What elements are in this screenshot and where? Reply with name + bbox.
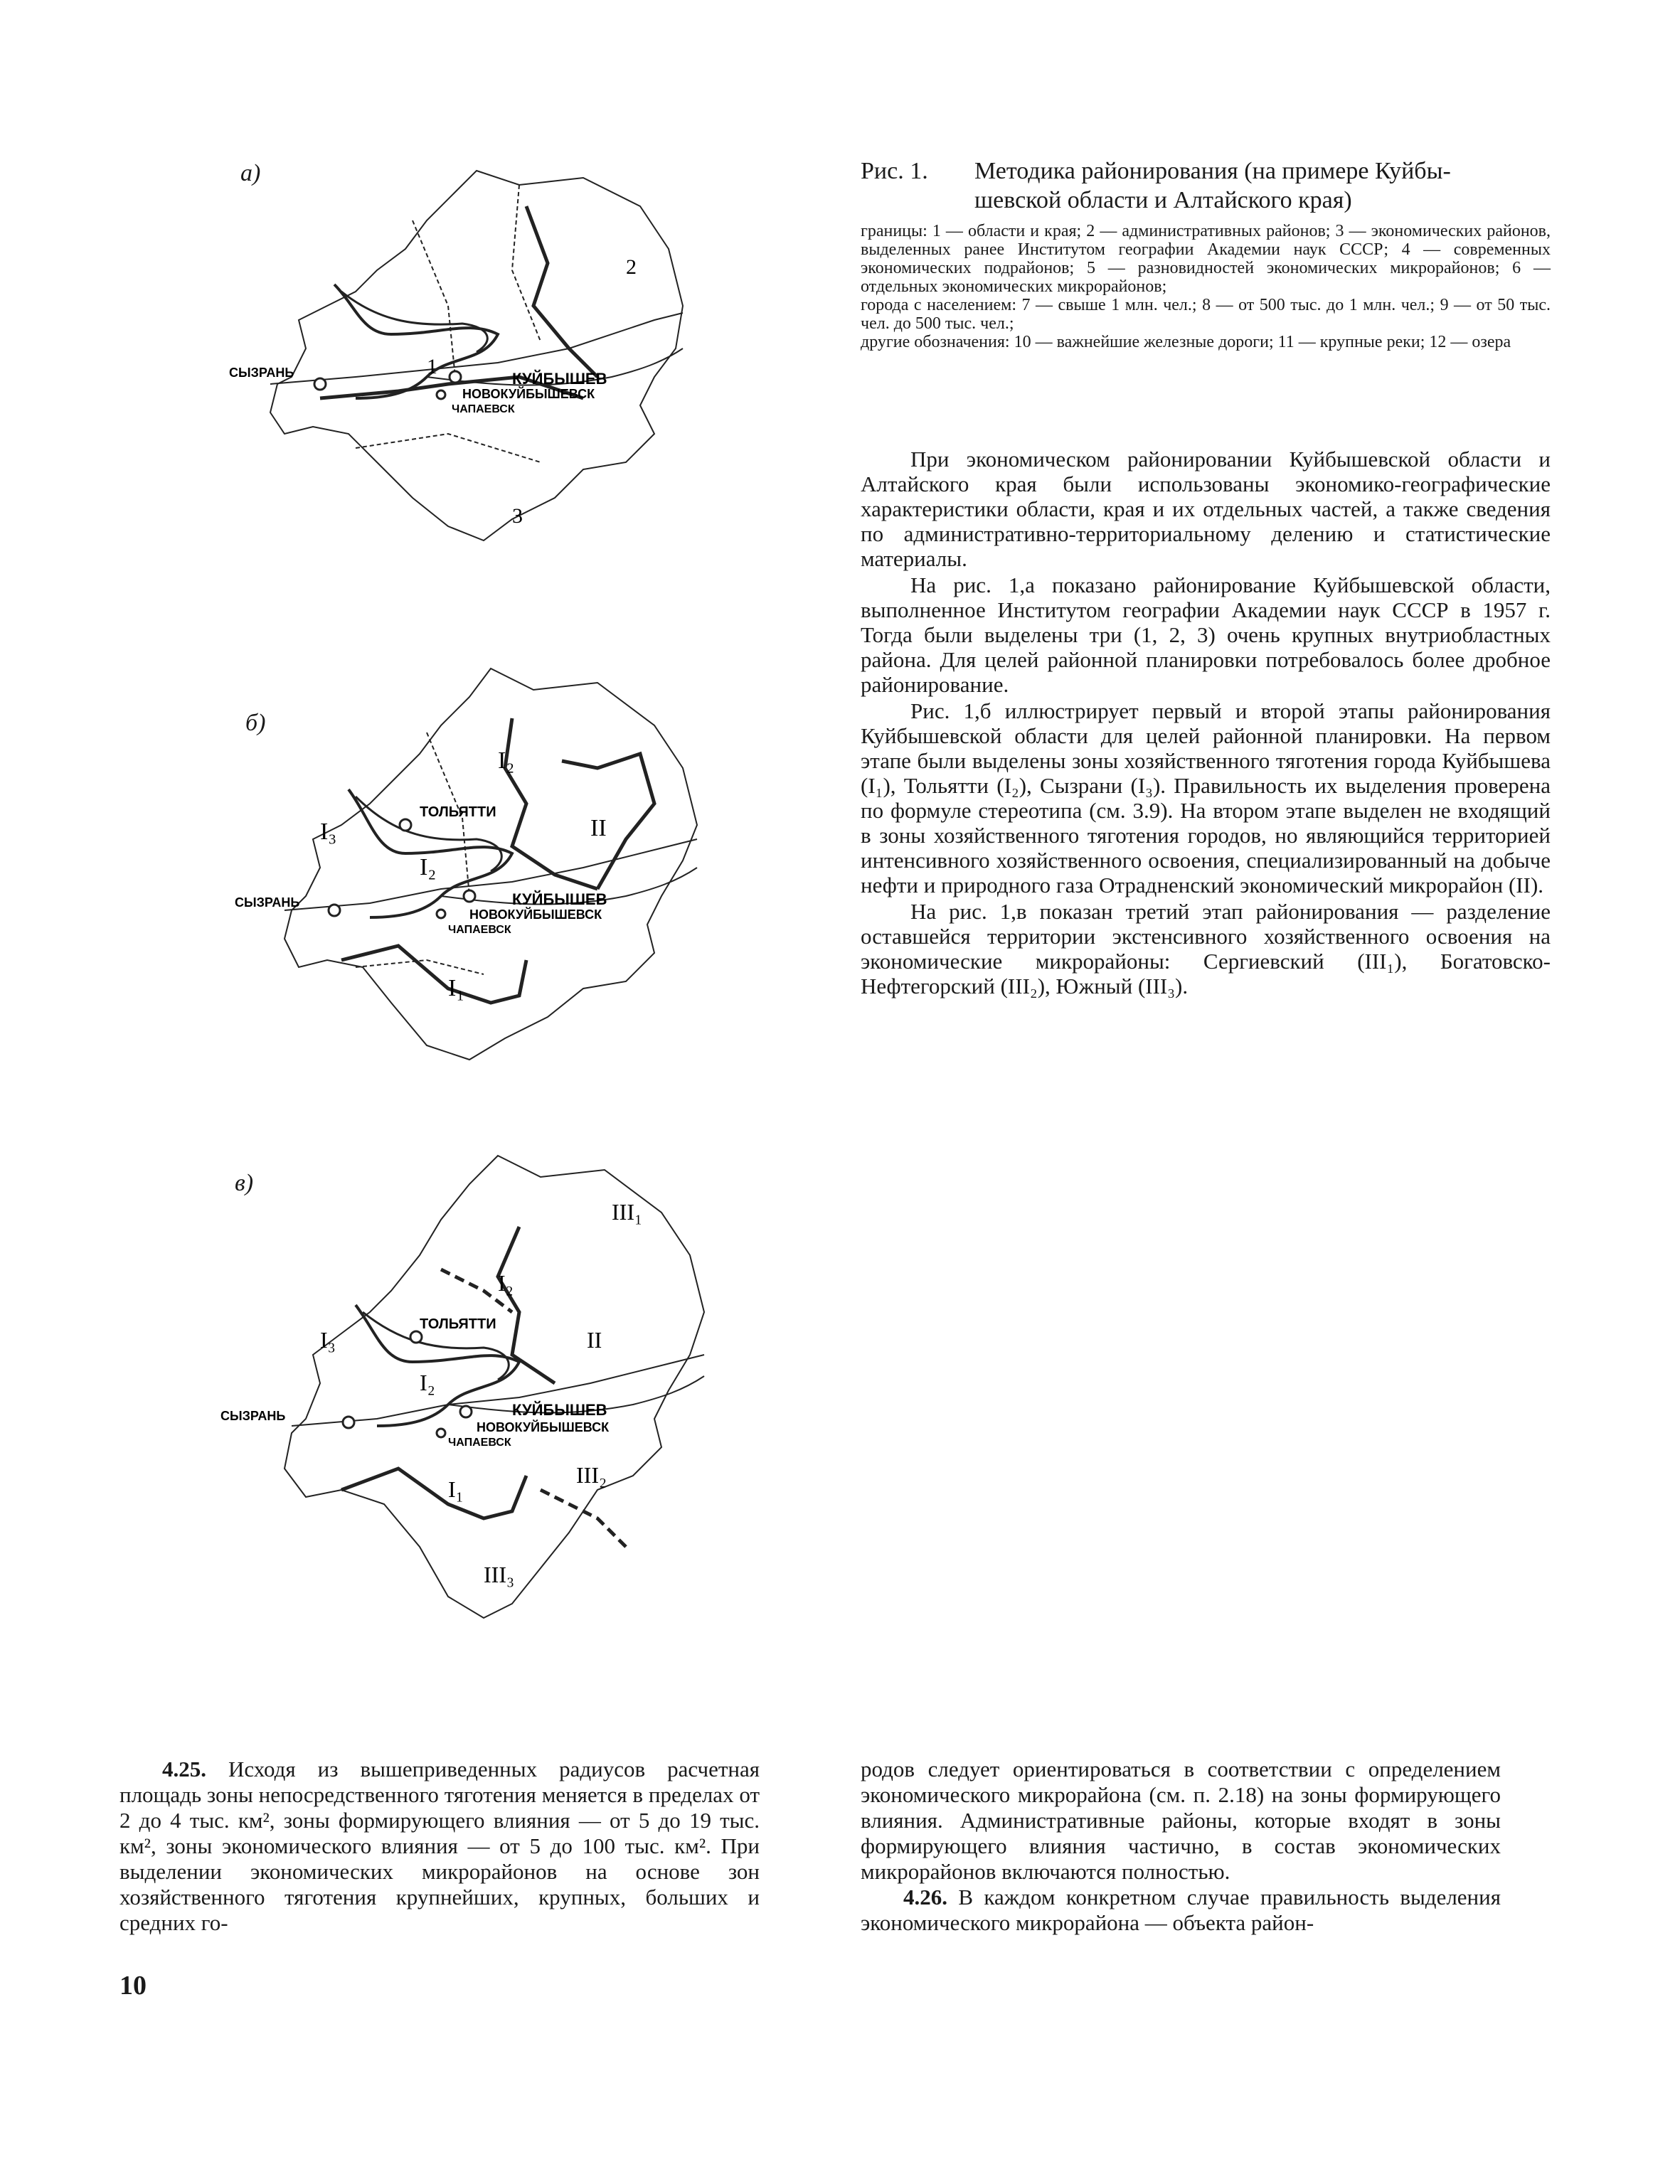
paragraph-4-26 — [861, 1885, 1501, 1936]
zone-label: 3 — [512, 504, 523, 528]
zone-label: II — [587, 1327, 602, 1353]
railway — [270, 313, 683, 384]
legend-other: другие обозначения: 10 — важнейшие железные дороги; 11 — крупные реки; 12 — озера — [861, 333, 1511, 351]
economic-region-border — [526, 206, 597, 377]
map-c — [213, 1149, 754, 1632]
legend-borders: границы: 1 — области и края; 2 — административных районов; 3 — экономических районов, выделенных ранее Институтом географии Академии наук СССР; 4 — современных экономических подрайонов; 5 — разновидностей экономических микрорайонов; 6 — отдельных экономических микрорайонов; — [861, 222, 1551, 296]
railway — [285, 839, 697, 910]
city-label: ТОЛЬЯТТИ — [420, 804, 496, 820]
paragraph-continuation: родов следует ориентироваться в соответствии с определением экономического микрорайона (см. п. 2.18) на зоны формирующего влияния. Административные районы, которые входят в зоны формирующего влияния частично, в состав экономических микрорайонов включаются полностью. — [861, 1757, 1501, 1884]
section-number: 4.26. — [903, 1885, 947, 1909]
zone-label: III₃ — [484, 1562, 515, 1587]
bottom-right-column — [861, 1757, 1501, 1936]
map-a-label: а) — [240, 160, 261, 186]
map-c-label: в) — [235, 1170, 254, 1196]
caption-legend — [861, 222, 1551, 351]
paragraph: Рис. 1,б иллюстрирует первый и второй этапы районирования Куйбышевской области для целей районной планировки. На первом этапе были выделены зоны хозяйственного тяготения города Куйбышева (I₁), Тольятти (I₂), Сызрани (I₃). Правильность их выделения проверена по формуле стереотипа (см. 3.9). На втором этапе выделен не входящий в зоны хозяйственного тяготения городов, но являющийся территорией интенсивного хозяйственного освоения, специализированный на добыче нефти и природного газа Отрадненский экономический микрорайон (II). — [861, 698, 1551, 897]
city-label: ЧАПАЕВСК — [448, 924, 511, 936]
zone-label: III₂ — [576, 1462, 607, 1488]
zone-label: I₃ — [320, 819, 337, 845]
paragraph-text: Исходя из вышеприведенных радиусов расчетная площадь зоны непосредственного тяготения меняется в пределах от 2 до 4 тыс. км², зоны формирующего влияния — от 5 до 19 тыс. км², зоны экономического влияния — от 5 до 100 тыс. км². При выделении экономических микрорайонов на основе зон хозяйственного тяготения крупнейших, крупных, больших и средних го- — [119, 1757, 760, 1935]
zone-border — [541, 1490, 626, 1547]
city-label: НОВОКУЙБЫШЕВСК — [469, 907, 602, 922]
zone-label: I₁ — [448, 975, 465, 1001]
city-label: СЫЗРАНЬ — [220, 1409, 286, 1423]
zone-label: III₁ — [612, 1199, 643, 1225]
figure-caption — [861, 156, 1551, 351]
map-a — [213, 164, 711, 562]
caption-title — [861, 156, 1551, 215]
city-marker — [450, 371, 461, 383]
legend-cities: города с населением: 7 — свыше 1 млн. чел.; 8 — от 500 тыс. до 1 млн. чел.; 9 — от 50 тыс. чел. до 500 тыс. чел.; — [861, 296, 1551, 333]
city-label: НОВОКУЙБЫШЕВСК — [477, 1420, 610, 1434]
city-label: ЧАПАЕВСК — [448, 1437, 511, 1449]
zone-label: I₂ — [420, 854, 437, 880]
city-marker — [343, 1417, 354, 1428]
region-border — [270, 171, 683, 540]
zone-label: 1 — [427, 355, 437, 378]
city-label: СЫЗРАНЬ — [229, 366, 294, 380]
city-label: КУЙБЫШЕВ — [512, 370, 607, 388]
district-boundary — [356, 434, 541, 462]
city-marker — [410, 1331, 422, 1343]
district-boundary — [413, 220, 455, 377]
zone-label: I₂ — [420, 1370, 435, 1395]
map-b-label: б) — [245, 710, 266, 736]
caption-title-line2: шевской области и Алтайского края) — [974, 187, 1352, 213]
city-marker — [437, 1429, 445, 1437]
city-marker — [464, 890, 475, 902]
figure-number: Рис. 1. — [861, 158, 928, 184]
paragraph: При экономическом районировании Куйбышевской области и Алтайского края были использованы экономико-географические характеристики области, края и их отдельных частей, а также сведения по административно-территориальному делению и статистические материалы. — [861, 447, 1551, 571]
paragraph: На рис. 1,а показано районирование Куйбышевской области, выполненное Институтом географии Академии наук СССР в 1957 г. Тогда были выделены три (1, 2, 3) очень крупных внутриобластных района. Для целей районной планировки потребовалось более дробное районирование. — [861, 572, 1551, 697]
zone-label: I₂ — [498, 747, 515, 774]
city-label: ЧАПАЕВСК — [452, 403, 515, 415]
caption-title-line1: Методика районирования (на примере Куйбы- — [974, 158, 1451, 184]
city-marker — [437, 910, 445, 918]
railway — [292, 1355, 704, 1426]
zone-label: I₃ — [320, 1327, 336, 1353]
paragraph-text: В каждом конкретном случае правильность выделения экономического микрорайона — объекта район- — [861, 1885, 1501, 1935]
paragraph-4-25 — [119, 1757, 760, 1936]
paragraph: На рис. 1,в показан третий этап районирования — разделение оставшейся территории экстенсивного хозяйственного освоения на экономические микрорайоны: Сергиевский (III₁), Богатовско-Нефтегорский (III₂), Южный (III₃). — [861, 899, 1551, 998]
city-label: НОВОКУЙБЫШЕВСК — [462, 387, 595, 401]
city-label: ТОЛЬЯТТИ — [420, 1316, 496, 1332]
city-marker — [329, 905, 340, 916]
city-label: КУЙБЫШЕВ — [512, 1401, 607, 1419]
city-label: КУЙБЫШЕВ — [512, 890, 607, 908]
page-number: 10 — [119, 1971, 147, 2001]
city-marker — [314, 378, 326, 390]
zone-label: I₁ — [448, 1476, 464, 1502]
map-b — [213, 661, 754, 1074]
zone-border — [505, 718, 597, 889]
city-marker — [400, 819, 411, 831]
right-column-text — [861, 447, 1551, 998]
zone-label: II — [590, 815, 607, 841]
zone-label: I₂ — [498, 1270, 514, 1296]
bottom-left-column — [119, 1757, 760, 1936]
section-number: 4.25. — [162, 1757, 206, 1781]
region-border — [285, 1156, 704, 1618]
city-marker — [437, 390, 445, 399]
city-label: СЫЗРАНЬ — [235, 895, 300, 910]
city-marker — [460, 1406, 472, 1417]
zone-label: 2 — [626, 255, 637, 279]
zone-border — [341, 1469, 526, 1518]
